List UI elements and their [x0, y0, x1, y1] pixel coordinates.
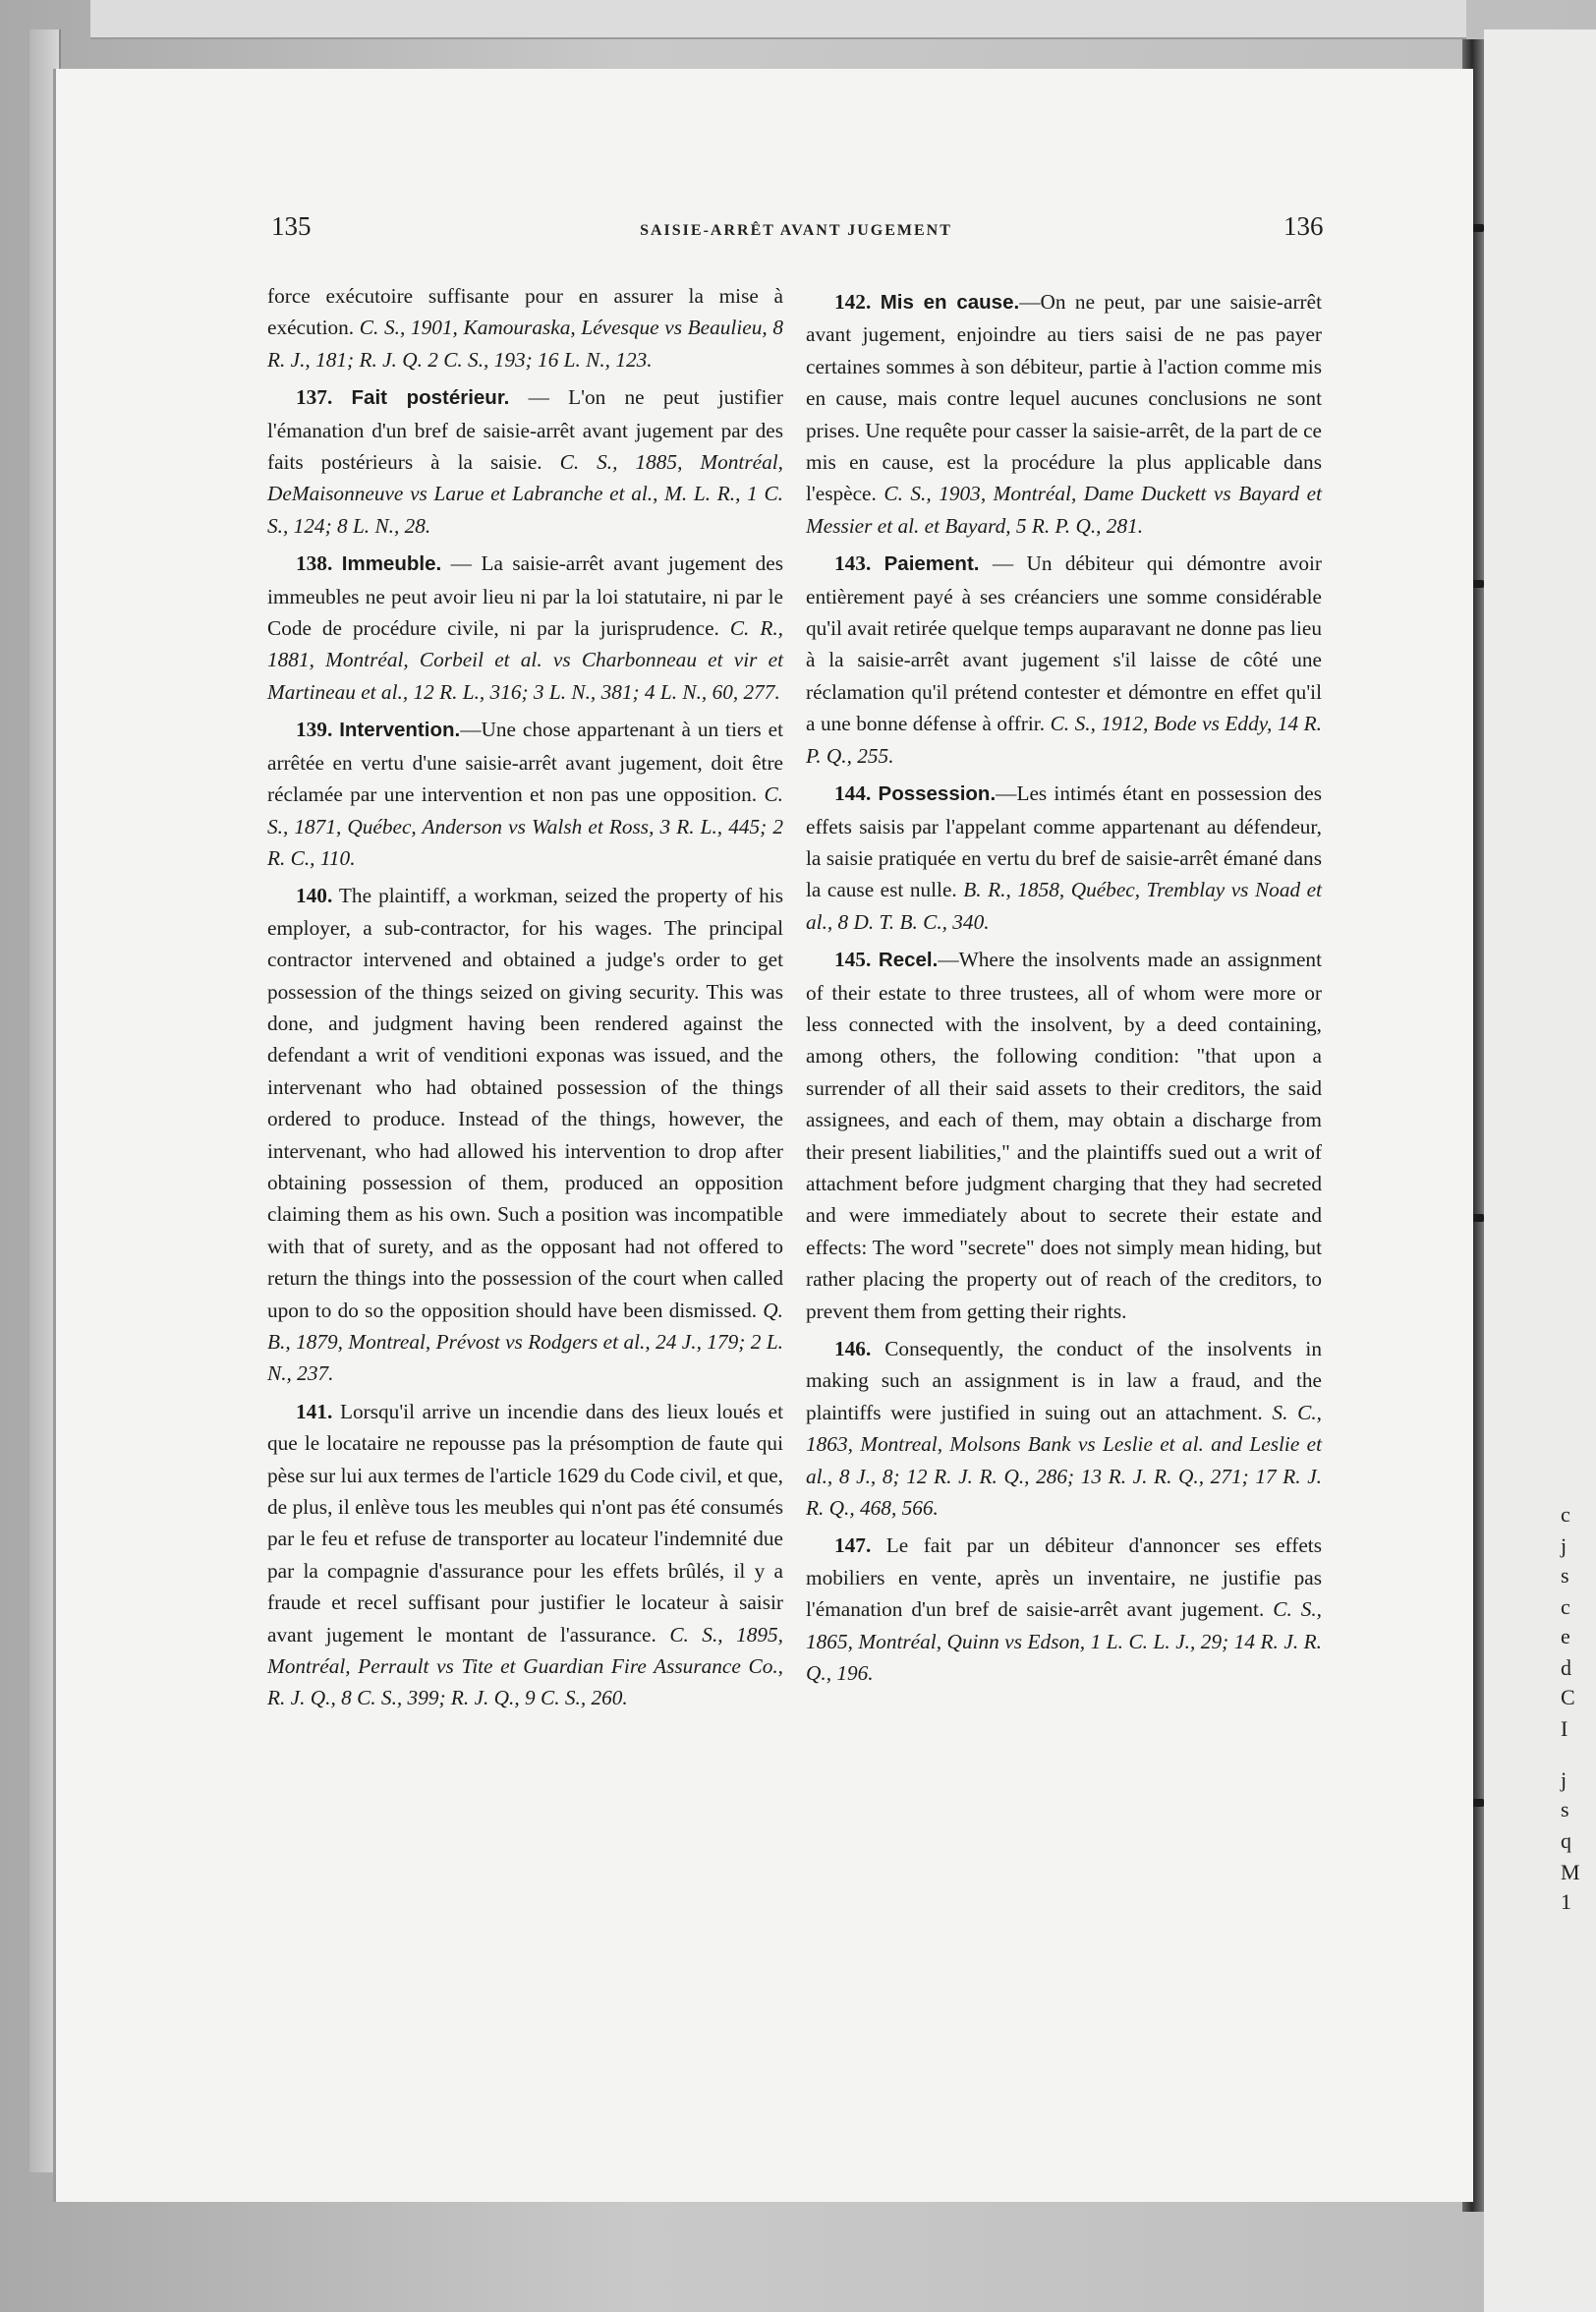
article-title: Paiement. [884, 552, 980, 576]
article-number: 140. [296, 884, 333, 908]
article-entry [267, 1396, 783, 1714]
article-number: 147. [834, 1533, 872, 1558]
article-text: Consequently, the conduct of the insolvents in making such an assignment is in law a fraud, and the plaintiffs were justified in suing out an attachment. [806, 1337, 1322, 1424]
facing-page-fragment: d [1561, 1655, 1571, 1680]
article-text: — La saisie-arrêt avant jugement des immeubles ne peut avoir lieu ni par la loi statutaire, ni par le Code de procédure civile, ni par la jurisprudence. [267, 551, 784, 641]
running-head: SAISIE-ARRÊT AVANT JUGEMENT [640, 222, 952, 239]
article-title: Immeuble. [341, 552, 442, 576]
article-entry [806, 548, 1322, 772]
article-entry [267, 381, 783, 542]
case-citation: C. S., 1901, Kamouraska, Lévesque vs Beaulieu, 8 R. J., 181; R. J. Q. 2 C. S., 193; 16 L. N., 123. [267, 316, 783, 372]
facing-page-fragment: C [1561, 1685, 1575, 1709]
article-number: 139. [296, 718, 333, 742]
article-text: Lorsqu'il arrive un incendie dans des lieux loués et que le locataire ne repousse pas la présomption de faute qui pèse sur lui aux termes de l'article 1629 du Code civil, et que, de plus, il enlève tous les meubles qui n'ont pas été consumés par le feu et refuse de transporter au locateur l'indemnité due par la compagnie d'assurance pour les effets brûlés, il y a fraude et recel suffisant pour justifier le locateur à saisir avant jugement le montant de l'assurance. [267, 1399, 783, 1647]
article-entry [267, 714, 783, 874]
article-entry [267, 880, 783, 1390]
facing-page-fragment: e [1561, 1624, 1570, 1648]
case-citation: C. S., 1885, Montréal, DeMaisonneuve vs Larue et Labranche et al., M. L. R., 1 C. S., 124; 8 L. N., 28. [267, 450, 783, 538]
article-text: The plaintiff, a workman, seized the property of his employer, a sub-contractor, for his wages. The principal contractor intervened and obtained a judge's order to get possession of the things seized on giving security. This was done, and judgment having been rendered against the defendant a writ of venditioni exponas was issued, and the intervenant who had obtained possession of the things ordered to produce. Instead of the things, however, the intervenant, who had allowed his intervention to drop after obtaining possession of them, produced an opposition claiming them as his own. Such a position was incompatible with that of surety, and as the opposant had not offered to return the things into the possession of the court when called upon to do so the opposition should have been dismissed. [267, 884, 783, 1322]
facing-page-fragment: s [1561, 1563, 1569, 1588]
article-text: —Les intimés étant en possession des effets saisis par l'appelant comme appartenant au défendeur, la saisie pratiquée en vertu du bref de saisie-arrêt émané dans la cause est nulle. [806, 781, 1323, 902]
article-entry [806, 1333, 1322, 1524]
facing-page-fragment: s [1561, 1797, 1569, 1821]
article-text: — Un débiteur qui démontre avoir entièrement payé à ses créanciers une somme considérable qu'il avait retirée quelque temps auparavant ne donne pas lieu à la saisie-arrêt avant jugement s'il laisse de côté une réclamation qu'il prétend contester et démontre en effet qu'il a une bonne défense à offrir. [806, 551, 1322, 736]
stacked-page-edges [90, 0, 1466, 39]
case-citation: C. S., 1912, Bode vs Eddy, 14 R. P. Q., 255. [806, 712, 1322, 768]
article-text: — L'on ne peut justifier l'émanation d'un bref de saisie-arrêt avant jugement par des faits postérieurs à la saisie. [267, 385, 783, 475]
facing-page-fragment: j [1561, 1767, 1568, 1792]
case-citation: B. R., 1858, Québec, Tremblay vs Noad et al., 8 D. T. B. C., 340. [806, 878, 1323, 934]
article-text: force exécutoire suffisante pour en assurer la mise à exécution. [267, 284, 783, 340]
case-citation: C. S., 1865, Montréal, Quinn vs Edson, 1 L. C. L. J., 29; 14 R. J. R. Q., 196. [806, 1597, 1322, 1686]
article-number: 142. [834, 290, 872, 314]
case-citation: C. R., 1881, Montréal, Corbeil et al. vs Charbonneau et vir et Martineau et al., 12 R. L., 316; 3 L. N., 381; 4 L. N., 60, 277. [267, 616, 783, 704]
article-text: —Une chose appartenant à un tiers et arrêtée en vertu d'une saisie-arrêt avant jugement, doit être réclamée par une intervention et non pas une opposition. [267, 718, 783, 807]
article-title: Recel. [878, 949, 939, 972]
article-entry [267, 280, 783, 376]
article-text: —On ne peut, par une saisie-arrêt avant jugement, enjoindre au tiers saisi de ne pas payer certaines sommes à son débiteur, partie à l'action comme mis en cause, mais contre lequel aucunes conclusions ne sont prises. Une requête pour casser la saisie-arrêt, de la part de ce mis en cause, est la procédure la plus applicable dans l'espèce. [806, 290, 1323, 506]
article-title: Intervention. [339, 719, 461, 742]
article-number: 144. [834, 781, 872, 806]
facing-page-fragment: M [1561, 1860, 1580, 1884]
article-number: 143. [834, 551, 872, 576]
case-citation: S. C., 1863, Montreal, Molsons Bank vs Leslie et al. and Leslie et al., 8 J., 8; 12 R. J. R. Q., 286; 13 R. J. R. Q., 271; 17 R. J. R. Q., 468, 566. [806, 1400, 1322, 1521]
facing-page-fragment: q [1561, 1828, 1571, 1853]
page-number-right: 136 [1283, 211, 1324, 241]
facing-page-fragment: 1 [1561, 1889, 1571, 1914]
right-text-column [806, 280, 1322, 1689]
article-number: 146. [834, 1337, 872, 1360]
case-citation: C. S., 1895, Montréal, Perrault vs Tite et Guardian Fire Assurance Co., R. J. Q., 8 C. S., 399; R. J. Q., 9 C. S., 260. [267, 1622, 783, 1710]
article-number: 137. [296, 385, 333, 410]
article-entry [806, 778, 1322, 938]
article-entry [806, 1530, 1322, 1689]
case-citation: C. S., 1871, Québec, Anderson vs Walsh et Ross, 3 R. L., 445; 2 R. C., 110. [267, 782, 783, 870]
facing-page-fragment: c [1561, 1594, 1570, 1619]
article-number: 145. [834, 948, 872, 972]
left-text-column [267, 280, 783, 1714]
case-citation: C. S., 1903, Montréal, Dame Duckett vs Bayard et Messier et al. et Bayard, 5 R. P. Q., 281. [806, 482, 1322, 538]
page-number-left: 135 [271, 211, 312, 241]
article-entry [806, 286, 1322, 542]
article-entry [806, 944, 1322, 1327]
article-text: Le fait par un débiteur d'annoncer ses effets mobiliers en vente, après un inventaire, ne justifie pas l'émanation d'un bref de saisie-arrêt avant jugement. [806, 1533, 1322, 1622]
article-entry [267, 548, 783, 708]
article-title: Fait postérieur. [351, 386, 510, 410]
article-number: 141. [296, 1399, 333, 1423]
facing-page-fragment: I [1561, 1716, 1568, 1741]
article-text: —Where the insolvents made an assignment of their estate to three trustees, all of whom were more or less connected with the insolvent, by a deed containing, among others, the following condition: "that upon a surrender of all their said assets to their creditors, the said assignees, and each of them, may obtain a discharge from their present liabilities," and the plaintiffs sued out a writ of attachment before judgment charging that they had secreted and were immediately about to secrete their estate and effects: The word "secrete" does not simply mean hiding, but rather placing the property out of reach of the creditors, to prevent them from getting their rights. [806, 948, 1322, 1323]
case-citation: Q. B., 1879, Montreal, Prévost vs Rodgers et al., 24 J., 179; 2 L. N., 237. [267, 1298, 783, 1386]
article-number: 138. [296, 551, 333, 576]
facing-page-fragment: c [1561, 1502, 1570, 1527]
article-title: Possession. [878, 782, 997, 806]
article-title: Mis en cause. [880, 291, 1020, 314]
facing-page [1484, 29, 1596, 2312]
facing-page-fragment: j [1561, 1533, 1568, 1558]
